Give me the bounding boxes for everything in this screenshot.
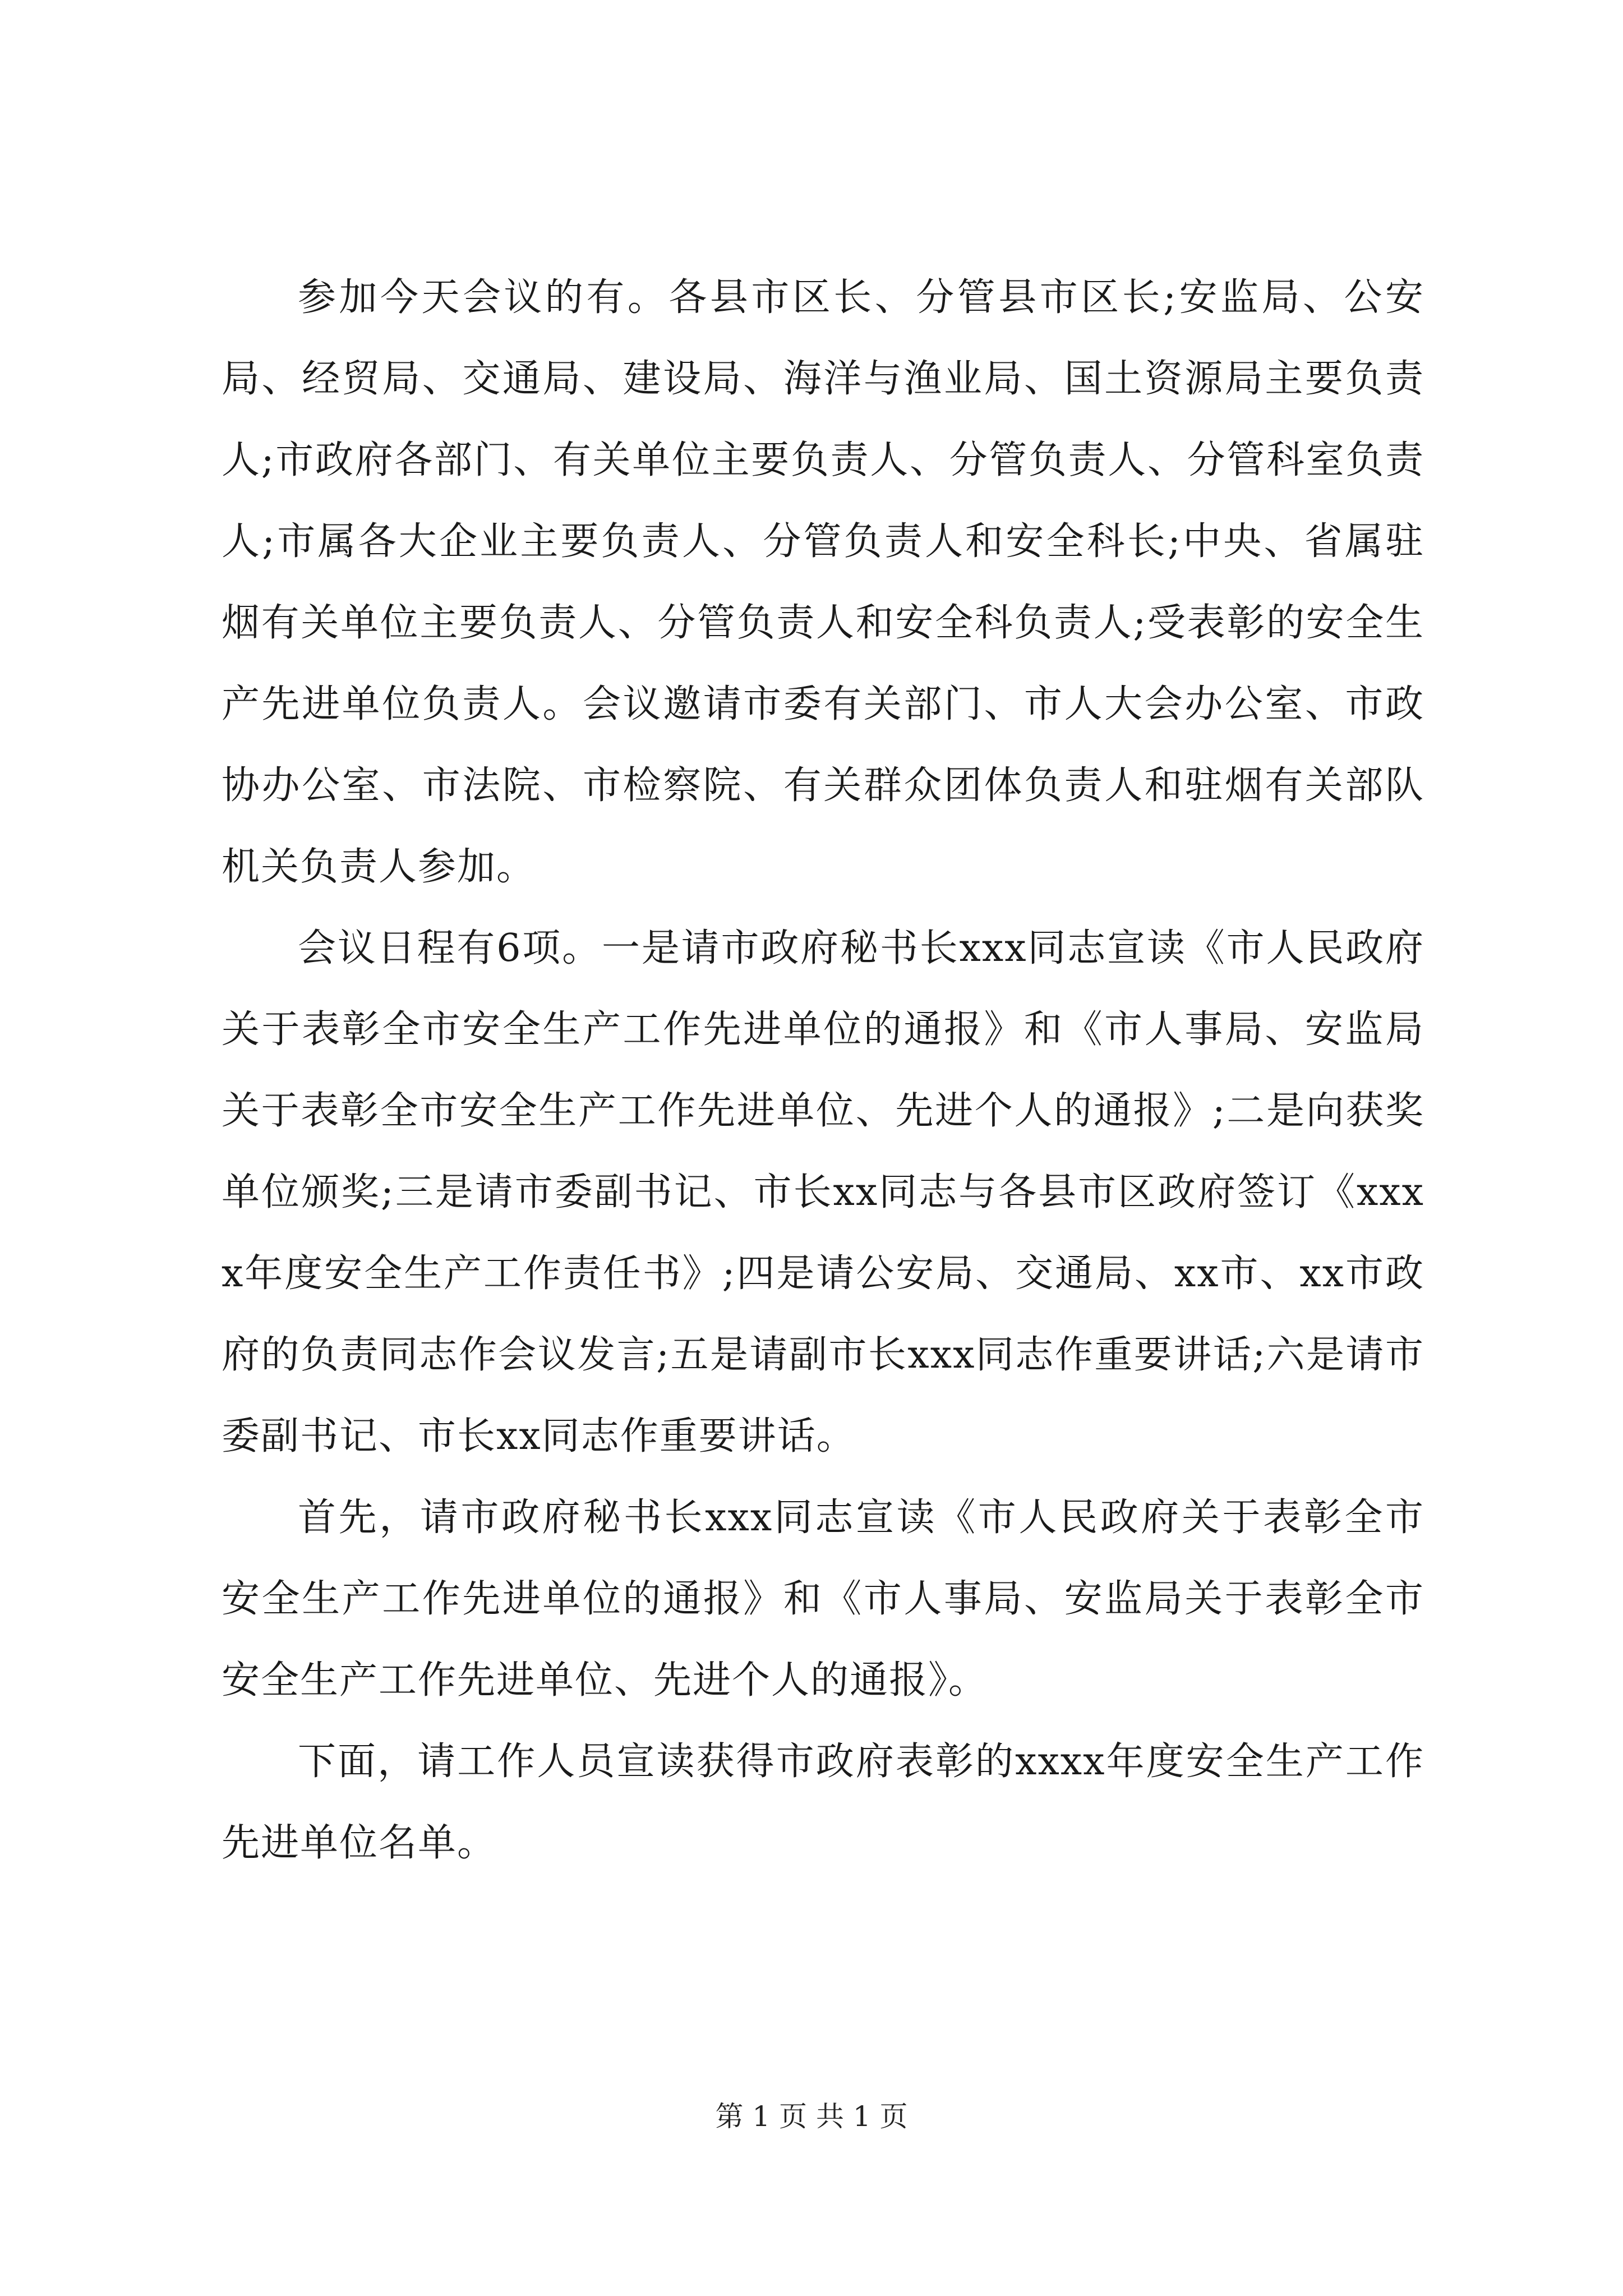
document-body (222, 257, 1424, 1884)
paragraph-attendees: 参加今天会议的有。各县市区长、分管县市区长;安监局、公安局、经贸局、交通局、建设局、海洋与渔业局、国土资源局主要负责人;市政府各部门、有关单位主要负责人、分管负责人、分管科室负责人;市属各大企业主要负责人、分管负责人和安全科长;中央、省属驻烟有关单位主要负责人、分管负责人和安全科负责人;受表彰的安全生产先进单位负责人。会议邀请市委有关部门、市人大会办公室、市政协办公室、市法院、市检察院、有关群众团体负责人和驻烟有关部队机关负责人参加。 (222, 275, 1424, 889)
page-number-footer: 第 1 页 共 1 页 (715, 2100, 908, 2133)
paragraph-first-item: 首先，请市政府秘书长xxx同志宣读《市人民政府关于表彰全市安全生产工作先进单位的通报》和《市人事局、安监局关于表彰全市安全生产工作先进单位、先进个人的通报》。 (222, 1496, 1424, 1703)
paragraph-agenda: 会议日程有6项。一是请市政府秘书长xxx同志宣读《市人民政府关于表彰全市安全生产工作先进单位的通报》和《市人事局、安监局关于表彰全市安全生产工作先进单位、先进个人的通报》;二是向获奖单位颁奖;三是请市委副书记、市长xx同志与各县市区政府签订《xxxx年度安全生产工作责任书》;四是请公安局、交通局、xx市、xx市政府的负责同志作会议发言;五是请副市长xxx同志作重要讲话;六是请市委副书记、市长xx同志作重要讲话。 (222, 926, 1424, 1458)
paragraph-next-item: 下面，请工作人员宣读获得市政府表彰的xxxx年度安全生产工作先进单位名单。 (222, 1740, 1424, 1865)
